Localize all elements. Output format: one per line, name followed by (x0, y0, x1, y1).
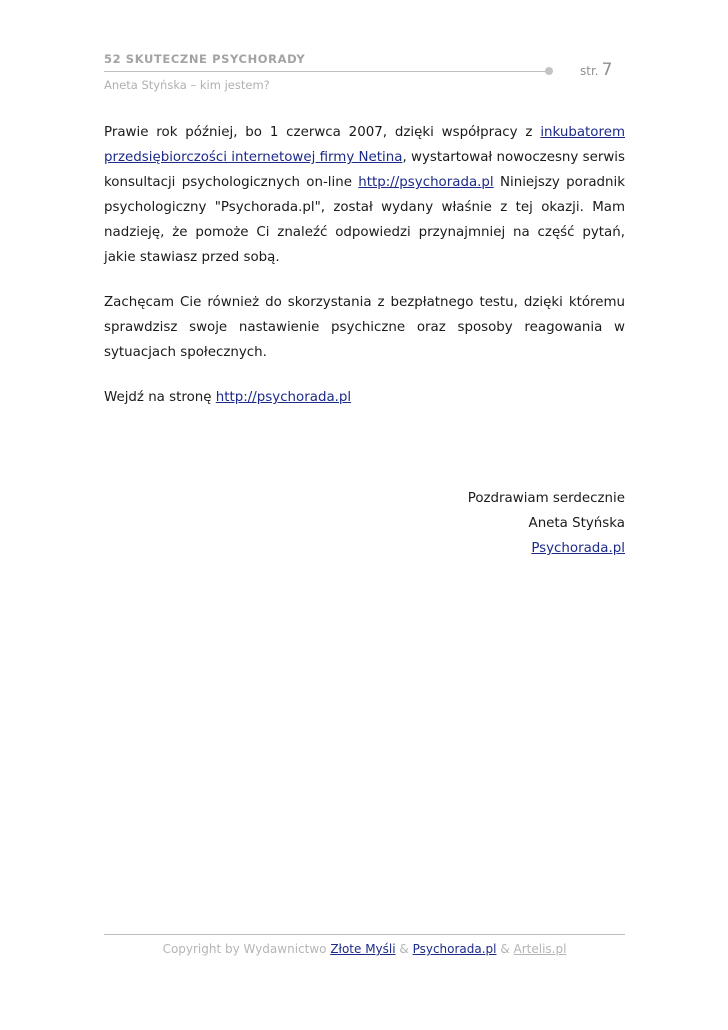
paragraph-1-text-a: Prawie rok później, bo 1 czerwca 2007, dzięki współpracy z (104, 125, 541, 140)
page-number-indicator (580, 60, 612, 80)
ampersand-2: & (496, 942, 514, 956)
signature-block (404, 486, 625, 561)
paragraph-1 (104, 120, 625, 270)
page-footer (104, 942, 625, 956)
greeting: Pozdrawiam serdecznie (467, 491, 625, 506)
footer-divider (104, 934, 625, 935)
artelis-link[interactable]: Artelis.pl (513, 942, 567, 956)
signature-site-link[interactable]: Psychorada.pl (531, 541, 625, 556)
paragraph-2: Zachęcam Cie również do skorzystania z bezpłatnego testu, dzięki któremu sprawdzisz swoje nastawienie psychiczne oraz sposoby reagowania w sytuacjach społecznych. (104, 295, 625, 360)
main-content (104, 120, 625, 430)
ampersand-1: & (395, 942, 413, 956)
psychorada-footer-link[interactable]: Psychorada.pl (412, 942, 497, 956)
netina-incubator-link[interactable]: inkubatorem przedsiębiorczości internetowej firmy Netina (104, 125, 625, 165)
paragraph-3-text: Wejdź na stronę (104, 390, 216, 405)
psychorada-visit-link[interactable]: http://psychorada.pl (215, 390, 352, 405)
header-divider (104, 71, 546, 72)
paragraph-1-text-b: , wystartował nowoczesny serwis konsultacji psychologicznych on-line (104, 150, 625, 190)
psychorada-url-link[interactable]: http://psychorada.pl (358, 175, 494, 190)
paragraph-1-text-c: Niniejszy poradnik psychologiczny "Psychorada.pl", został wydany właśnie z tej okazji. Mam nadzieję, że pomoże Ci znaleźć odpowiedzi przynajmniej na część pytań, jakie stawiasz przed sobą. (104, 175, 625, 265)
header-bullet-icon (545, 67, 553, 75)
document-title: 52 SKUTECZNE PSYCHORADY (104, 52, 306, 66)
section-subtitle: Aneta Styńska – kim jestem? (104, 78, 270, 92)
page-number: 7 (601, 60, 613, 80)
paragraph-3 (104, 385, 625, 410)
page-label: str. (580, 64, 599, 78)
author-name: Aneta Styńska (528, 516, 625, 531)
copyright-text: Copyright by Wydawnictwo (162, 942, 331, 956)
zlote-mysli-link[interactable]: Złote Myśli (330, 942, 396, 956)
